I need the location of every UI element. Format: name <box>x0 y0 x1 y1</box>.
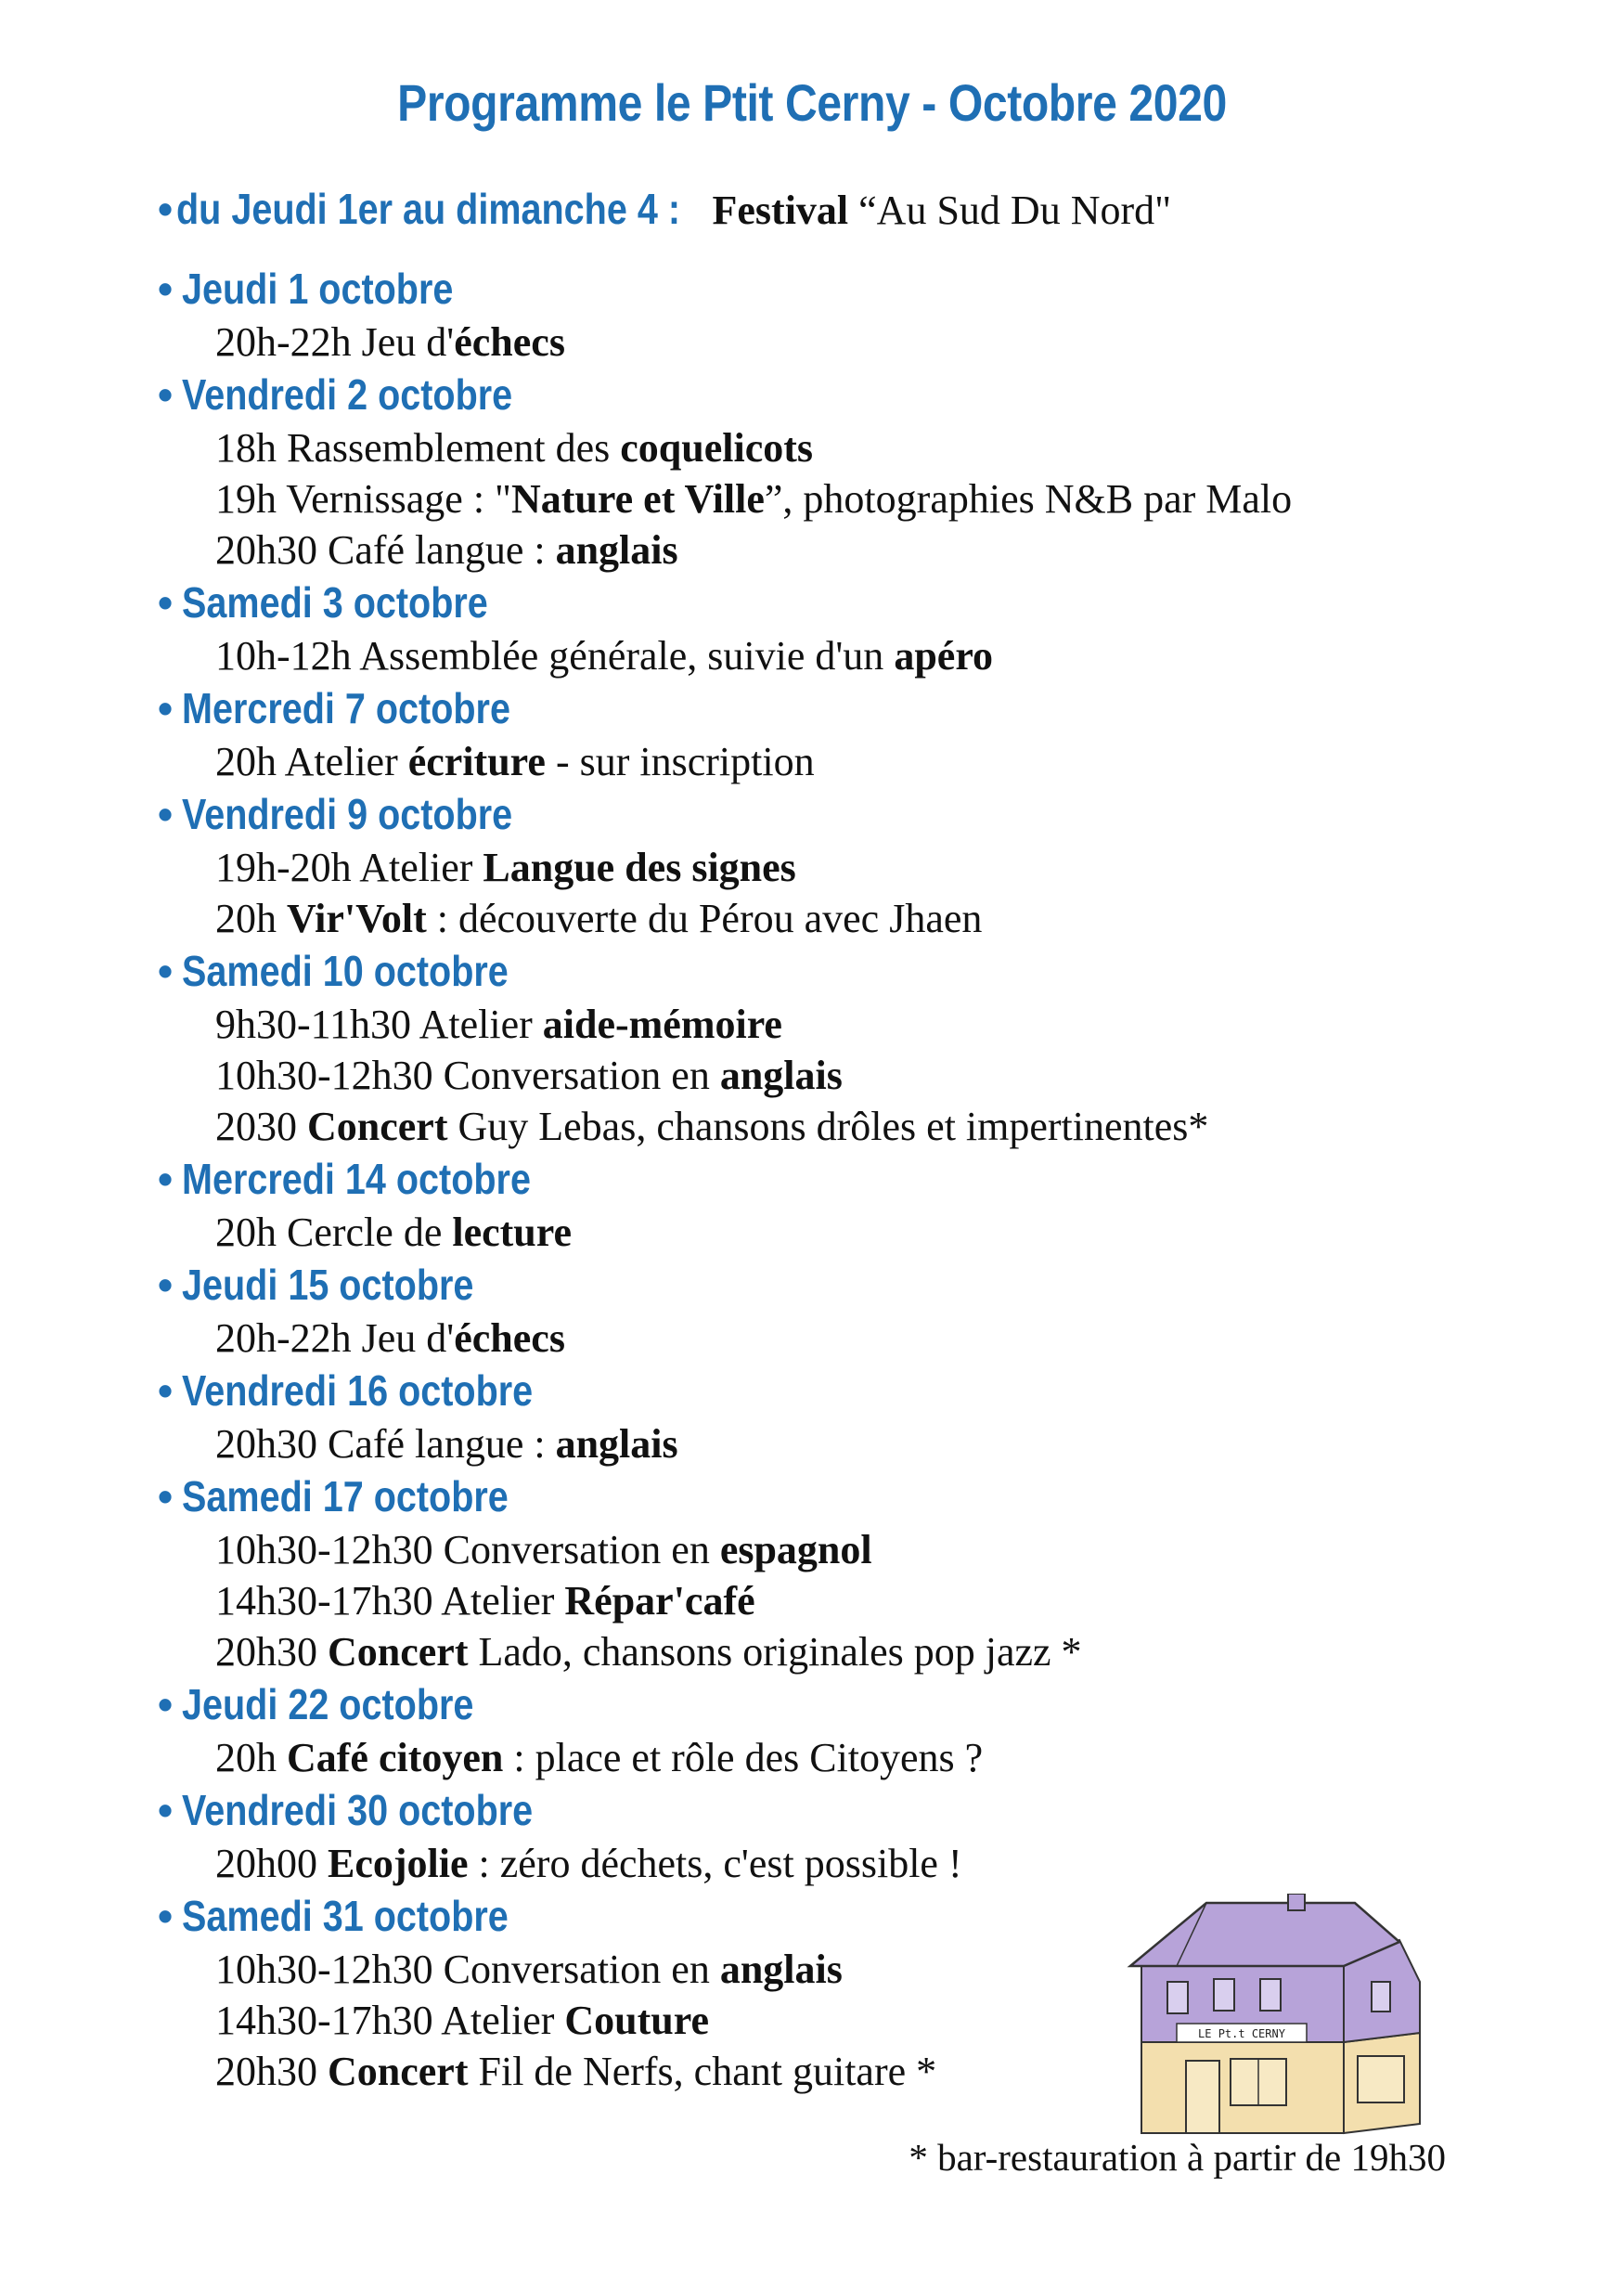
event-text: ”, photographies N&B par Malo <box>764 476 1293 522</box>
event-text: 20h30 <box>215 2049 328 2094</box>
event-text: 18h Rassemblement des <box>215 425 621 471</box>
event-line <box>158 842 1476 893</box>
event-text: 20h30 Café langue : <box>215 527 556 573</box>
event-text: 20h-22h Jeu d' <box>215 1315 455 1361</box>
day-title <box>158 1364 1476 1418</box>
bullet: • <box>158 578 174 627</box>
day-block <box>158 1469 1476 1677</box>
event-text: 20h-22h Jeu d' <box>215 319 455 365</box>
event-highlight: Langue des signes <box>483 845 796 890</box>
bullet: • <box>158 1472 174 1520</box>
event-line <box>158 1418 1476 1469</box>
event-highlight: anglais <box>555 1421 678 1467</box>
event-line <box>158 1524 1476 1575</box>
event-text: 10h30-12h30 Conversation en <box>215 1053 720 1098</box>
event-line <box>158 1626 1476 1677</box>
house-window <box>1260 1979 1281 2011</box>
day-block <box>158 576 1476 681</box>
event-text: 20h30 Café langue : <box>215 1421 556 1467</box>
festival-name <box>713 188 1172 233</box>
bullet: • <box>158 185 174 233</box>
event-highlight: Café citoyen <box>287 1735 504 1780</box>
festival-dates: du Jeudi 1er au dimanche 4 : <box>176 185 681 233</box>
day-name: Jeudi 1 octobre <box>182 265 454 313</box>
day-block <box>158 1364 1476 1469</box>
day-title <box>158 368 1476 422</box>
day-name: Samedi 10 octobre <box>182 947 509 995</box>
day-title <box>158 1258 1476 1313</box>
event-highlight: Nature et Ville <box>511 476 765 522</box>
event-highlight: échecs <box>454 319 565 365</box>
event-line <box>158 524 1476 576</box>
event-highlight: anglais <box>719 1947 843 1992</box>
day-title <box>158 1152 1476 1207</box>
bullet: • <box>158 684 174 732</box>
event-highlight: échecs <box>454 1315 565 1361</box>
event-line <box>158 1838 1476 1889</box>
event-text: Lado, chansons originales pop jazz * <box>468 1629 1082 1675</box>
event-line <box>158 893 1476 944</box>
festival-title: “Au Sud Du Nord" <box>848 188 1172 233</box>
day-name: Vendredi 2 octobre <box>182 370 513 419</box>
bullet: • <box>158 1892 174 1940</box>
footnote: * bar-restauration à partir de 19h30 <box>909 2136 1446 2179</box>
day-block <box>158 1677 1476 1783</box>
bullet: • <box>158 370 174 419</box>
house-sign-text: LE Pt.t CERNY <box>1198 2027 1285 2040</box>
event-highlight: apéro <box>894 633 994 679</box>
event-line <box>158 473 1476 524</box>
house-window <box>1372 1982 1390 2012</box>
event-highlight: anglais <box>555 527 678 573</box>
event-highlight: lecture <box>452 1210 573 1255</box>
house-window <box>1214 1979 1234 2011</box>
event-highlight: Concert <box>328 1629 469 1675</box>
bullet: • <box>158 947 174 995</box>
day-block <box>158 1783 1476 1889</box>
event-line <box>158 630 1476 681</box>
event-text: 20h <box>215 1735 287 1780</box>
bullet: • <box>158 1680 174 1728</box>
day-name: Vendredi 30 octobre <box>182 1786 534 1834</box>
day-block <box>158 1258 1476 1364</box>
event-text: 20h00 <box>215 1841 328 1886</box>
bullet: • <box>158 1155 174 1203</box>
bullet: • <box>158 1366 174 1415</box>
day-name: Mercredi 7 octobre <box>182 684 511 732</box>
event-line <box>158 1101 1476 1152</box>
house-window <box>1167 1982 1188 2013</box>
event-text: - sur inscription <box>545 739 815 784</box>
event-line <box>158 1575 1476 1626</box>
bullet: • <box>158 1786 174 1834</box>
bullet: • <box>158 790 174 838</box>
event-highlight: aide-mémoire <box>542 1002 782 1047</box>
event-text: 2030 <box>215 1104 307 1149</box>
bullet: • <box>158 1261 174 1309</box>
event-text: 20h30 <box>215 1629 328 1675</box>
day-block <box>158 1152 1476 1258</box>
event-line <box>158 1732 1476 1783</box>
event-text: 20h <box>215 896 287 941</box>
event-line <box>158 736 1476 787</box>
day-name: Vendredi 16 octobre <box>182 1366 534 1415</box>
day-block <box>158 368 1476 576</box>
event-text: 19h Vernissage : " <box>215 476 511 522</box>
event-highlight: Concert <box>328 2049 469 2094</box>
shop-window <box>1358 2056 1404 2102</box>
festival-line <box>158 184 1171 234</box>
day-title <box>158 1783 1476 1838</box>
event-highlight: espagnol <box>719 1527 872 1572</box>
event-text: : découverte du Pérou avec Jhaen <box>426 896 983 941</box>
day-name: Samedi 3 octobre <box>182 578 488 627</box>
event-line <box>158 1313 1476 1364</box>
day-name: Mercredi 14 octobre <box>182 1155 532 1203</box>
event-text: 20h Atelier <box>215 739 408 784</box>
event-text: : place et rôle des Citoyens ? <box>503 1735 984 1780</box>
event-text: 14h30-17h30 Atelier <box>215 1578 565 1624</box>
bullet: • <box>158 265 174 313</box>
event-text: : zéro déchets, c'est possible ! <box>468 1841 962 1886</box>
day-name: Jeudi 22 octobre <box>182 1680 474 1728</box>
event-text: 14h30-17h30 Atelier <box>215 1998 565 2043</box>
house-roof <box>1130 1903 1399 1966</box>
chimney <box>1288 1894 1305 1910</box>
event-line <box>158 1050 1476 1101</box>
event-highlight: Ecojolie <box>328 1841 469 1886</box>
event-highlight: anglais <box>719 1053 843 1098</box>
event-highlight: Concert <box>307 1104 448 1149</box>
day-block <box>158 787 1476 944</box>
day-name: Jeudi 15 octobre <box>182 1261 474 1309</box>
event-highlight: écriture <box>407 739 546 784</box>
cafe-house-illustration <box>1121 1894 1437 2144</box>
festival-label: Festival <box>712 188 849 233</box>
event-highlight: Couture <box>564 1998 710 2043</box>
day-name: Vendredi 9 octobre <box>182 790 513 838</box>
event-text: 9h30-11h30 Atelier <box>215 1002 543 1047</box>
house-door <box>1186 2061 1219 2133</box>
event-highlight: Répar'café <box>564 1578 755 1624</box>
day-block <box>158 944 1476 1152</box>
event-line <box>158 317 1476 368</box>
event-text: 10h-12h Assemblée générale, suivie d'un <box>215 633 895 679</box>
day-title <box>158 1677 1476 1732</box>
day-title <box>158 681 1476 736</box>
day-title <box>158 1469 1476 1524</box>
event-text: 10h30-12h30 Conversation en <box>215 1527 720 1572</box>
day-block <box>158 262 1476 368</box>
event-text: Fil de Nerfs, chant guitare * <box>468 2049 937 2094</box>
day-name: Samedi 31 octobre <box>182 1892 509 1940</box>
event-highlight: Vir'Volt <box>287 896 427 941</box>
event-text: 19h-20h Atelier <box>215 845 483 890</box>
page-title: Programme le Ptit Cerny - Octobre 2020 <box>397 73 1227 132</box>
event-text: Guy Lebas, chansons drôles et impertinentes* <box>447 1104 1209 1149</box>
event-highlight: coquelicots <box>620 425 814 471</box>
day-block <box>158 681 1476 787</box>
day-title <box>158 944 1476 999</box>
event-line <box>158 999 1476 1050</box>
event-text: 10h30-12h30 Conversation en <box>215 1947 720 1992</box>
day-name: Samedi 17 octobre <box>182 1472 509 1520</box>
day-title <box>158 576 1476 630</box>
agenda-list <box>158 262 1476 2097</box>
event-line <box>158 1207 1476 1258</box>
event-line <box>158 422 1476 473</box>
day-title <box>158 262 1476 317</box>
day-title <box>158 787 1476 842</box>
event-text: 20h Cercle de <box>215 1210 453 1255</box>
